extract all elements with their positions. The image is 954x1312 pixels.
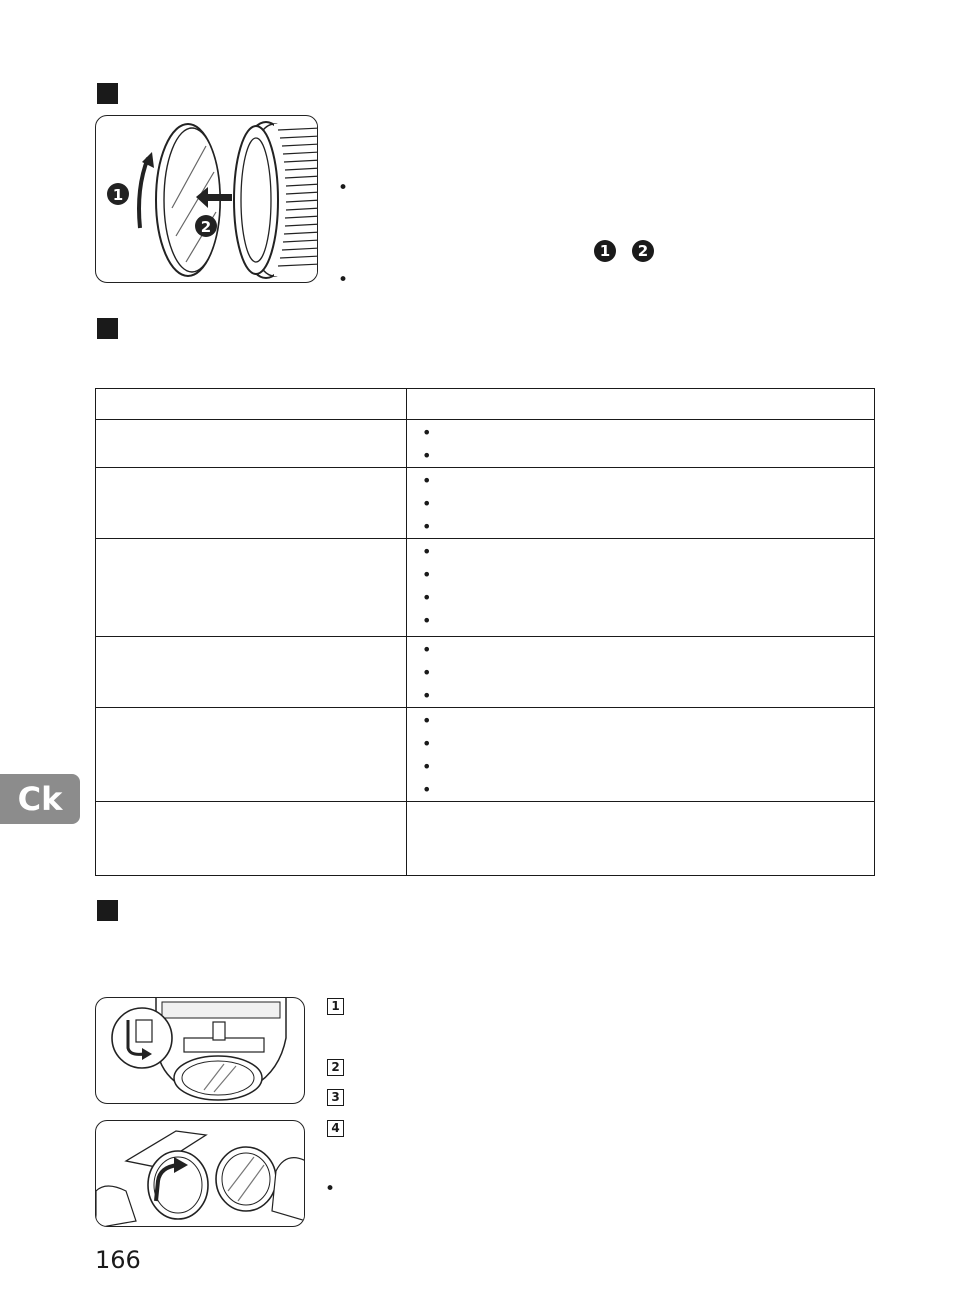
table-cell xyxy=(407,539,875,637)
section-marker-1 xyxy=(97,83,118,104)
bullet-1: • xyxy=(338,178,349,198)
bullet-3: • xyxy=(325,1179,336,1199)
section-marker-2 xyxy=(97,318,118,339)
table-row xyxy=(96,708,875,802)
list-bullet: • xyxy=(422,757,432,776)
table-cell xyxy=(96,802,407,876)
table-cell xyxy=(96,539,407,637)
list-bullet: • xyxy=(422,588,432,607)
bullet-2: • xyxy=(338,270,349,290)
step-number-3: 3 xyxy=(327,1089,344,1106)
filter-lens-drawing xyxy=(96,116,318,283)
step-number-2: 2 xyxy=(327,1059,344,1076)
list-bullet: • xyxy=(422,565,432,584)
table-row xyxy=(96,802,875,876)
list-bullet: • xyxy=(422,423,432,442)
table-cell xyxy=(96,389,407,420)
table-cell xyxy=(407,802,875,876)
step-marker-1: 1 xyxy=(112,186,124,204)
filter-attach-illustration xyxy=(95,115,318,283)
list-bullet: • xyxy=(422,640,432,659)
list-bullet: • xyxy=(422,446,432,465)
table-cell xyxy=(96,637,407,708)
filter-holder-drawing-1 xyxy=(96,998,305,1104)
list-bullet: • xyxy=(422,542,432,561)
table-row xyxy=(96,637,875,708)
list-bullet: • xyxy=(422,711,432,730)
list-bullet: • xyxy=(422,471,432,490)
section-marker-3 xyxy=(97,900,118,921)
table-row xyxy=(96,420,875,468)
table-row xyxy=(96,389,875,420)
list-bullet: • xyxy=(422,611,432,630)
list-bullet: • xyxy=(422,780,432,799)
table-cell xyxy=(407,468,875,539)
filter-holder-illustration-2 xyxy=(95,1120,305,1227)
list-bullet: • xyxy=(422,686,432,705)
language-tab: Ck xyxy=(0,774,80,824)
table-cell xyxy=(407,420,875,468)
list-bullet: • xyxy=(422,517,432,536)
table-cell xyxy=(96,420,407,468)
table-cell xyxy=(96,708,407,802)
filter-holder-illustration-1 xyxy=(95,997,305,1104)
step-marker-2: 2 xyxy=(200,218,212,236)
table-row xyxy=(96,468,875,539)
table-cell xyxy=(407,708,875,802)
table-cell xyxy=(407,637,875,708)
inline-step-marker-2: 2 xyxy=(632,240,654,262)
filter-holder-drawing-2 xyxy=(96,1121,305,1227)
step-number-4: 4 xyxy=(327,1120,344,1137)
spec-table xyxy=(95,388,875,876)
page-number: 166 xyxy=(95,1246,141,1274)
list-bullet: • xyxy=(422,663,432,682)
list-bullet: • xyxy=(422,734,432,753)
table-cell xyxy=(96,468,407,539)
inline-step-marker-1: 1 xyxy=(594,240,616,262)
table-cell xyxy=(407,389,875,420)
table-row xyxy=(96,539,875,637)
list-bullet: • xyxy=(422,494,432,513)
step-number-1: 1 xyxy=(327,998,344,1015)
